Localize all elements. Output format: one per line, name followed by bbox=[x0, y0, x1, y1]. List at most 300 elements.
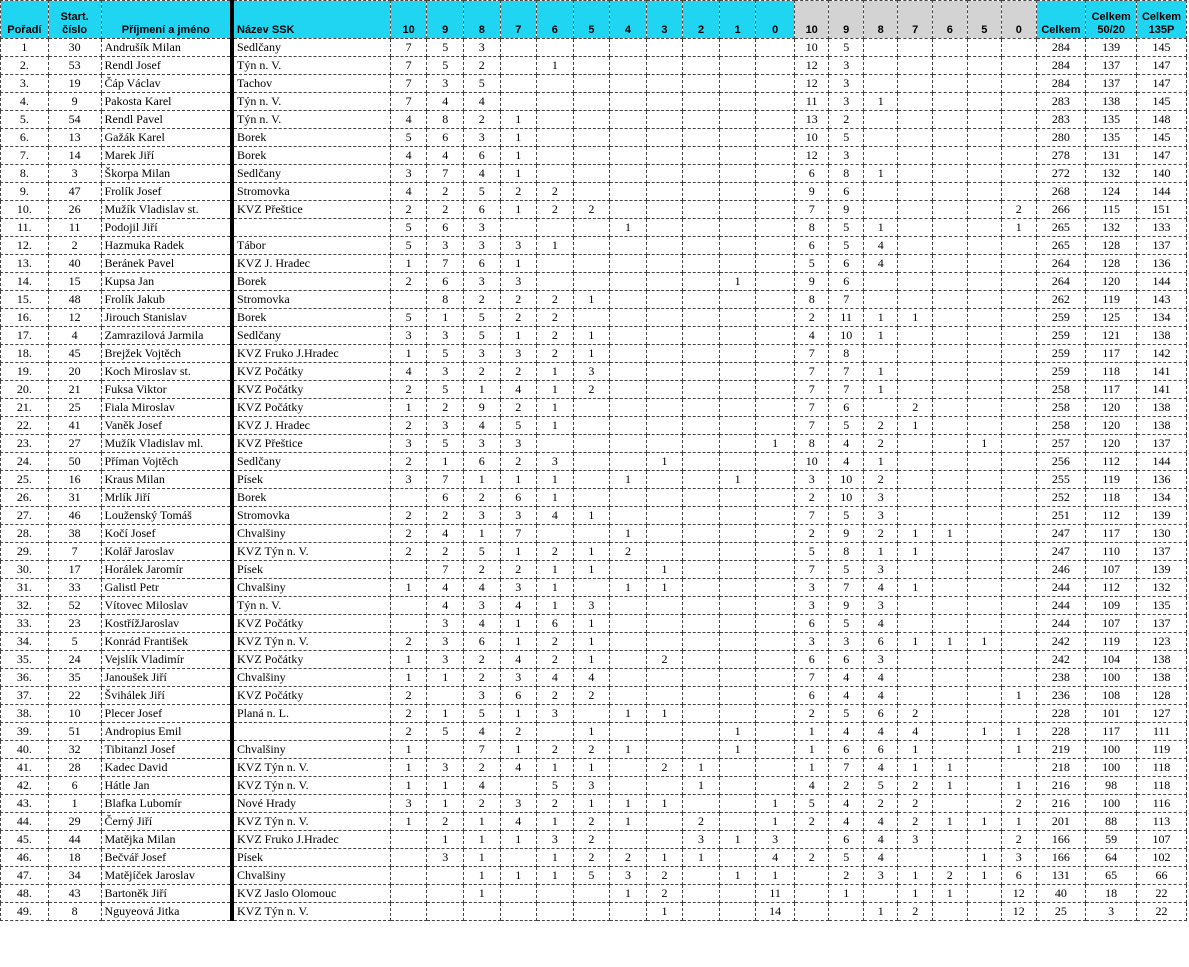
cell-s1 bbox=[719, 687, 756, 705]
cell-s8: 2 bbox=[463, 57, 500, 75]
cell-t9: 2 bbox=[829, 867, 864, 885]
cell-s9: 1 bbox=[427, 777, 464, 795]
cell-s5: 1 bbox=[573, 327, 610, 345]
cell-s1 bbox=[719, 597, 756, 615]
cell-s5: 1 bbox=[573, 345, 610, 363]
cell-t5: 1 bbox=[967, 723, 1002, 741]
cell-s8: 2 bbox=[463, 759, 500, 777]
cell-total-135p: 132 bbox=[1137, 579, 1187, 597]
cell-s3 bbox=[646, 57, 683, 75]
cell-s8: 9 bbox=[463, 399, 500, 417]
cell-total: 246 bbox=[1036, 561, 1086, 579]
cell-t9: 5 bbox=[829, 705, 864, 723]
cell-name: Kolář Jaroslav bbox=[101, 543, 232, 561]
cell-t9: 3 bbox=[829, 75, 864, 93]
cell-rank: 2. bbox=[1, 57, 49, 75]
cell-s7: 1 bbox=[500, 831, 537, 849]
table-row bbox=[1, 579, 1187, 597]
cell-s10: 3 bbox=[390, 435, 427, 453]
cell-s10: 1 bbox=[390, 579, 427, 597]
cell-total-135p: 138 bbox=[1137, 399, 1187, 417]
cell-s3: 1 bbox=[646, 795, 683, 813]
cell-rank: 1 bbox=[1, 39, 49, 57]
cell-t7: 1 bbox=[898, 885, 933, 903]
cell-t5 bbox=[967, 615, 1002, 633]
cell-t10: 6 bbox=[794, 615, 829, 633]
cell-total-5020: 108 bbox=[1086, 687, 1137, 705]
cell-s2 bbox=[683, 363, 720, 381]
cell-start-number: 53 bbox=[48, 57, 101, 75]
cell-t8: 4 bbox=[863, 615, 898, 633]
cell-s9: 3 bbox=[427, 75, 464, 93]
cell-club: KVZ Počátky bbox=[232, 381, 390, 399]
cell-s2 bbox=[683, 687, 720, 705]
cell-t6 bbox=[933, 57, 968, 75]
cell-s10 bbox=[390, 615, 427, 633]
cell-total-135p: 140 bbox=[1137, 165, 1187, 183]
cell-s4: 1 bbox=[610, 579, 647, 597]
cell-rank: 27. bbox=[1, 507, 49, 525]
cell-club: Tachov bbox=[232, 75, 390, 93]
cell-t5: 1 bbox=[967, 813, 1002, 831]
cell-s0 bbox=[756, 489, 795, 507]
cell-s10: 1 bbox=[390, 741, 427, 759]
cell-t7: 3 bbox=[898, 831, 933, 849]
cell-t6 bbox=[933, 849, 968, 867]
cell-s4 bbox=[610, 75, 647, 93]
cell-start-number: 34 bbox=[48, 867, 101, 885]
cell-s1 bbox=[719, 795, 756, 813]
cell-s10: 1 bbox=[390, 813, 427, 831]
cell-total-135p: 119 bbox=[1137, 741, 1187, 759]
cell-total-135p: 135 bbox=[1137, 597, 1187, 615]
cell-s4 bbox=[610, 777, 647, 795]
cell-t9: 9 bbox=[829, 525, 864, 543]
cell-t8: 1 bbox=[863, 903, 898, 921]
cell-t10: 7 bbox=[794, 363, 829, 381]
cell-name: Gažák Karel bbox=[101, 129, 232, 147]
cell-s5 bbox=[573, 453, 610, 471]
cell-t10: 9 bbox=[794, 273, 829, 291]
cell-t0: 1 bbox=[1002, 777, 1037, 795]
cell-s4 bbox=[610, 39, 647, 57]
table-row bbox=[1, 219, 1187, 237]
cell-total: 166 bbox=[1036, 831, 1086, 849]
cell-s1 bbox=[719, 309, 756, 327]
cell-s9 bbox=[427, 885, 464, 903]
table-row bbox=[1, 147, 1187, 165]
cell-t8 bbox=[863, 885, 898, 903]
cell-s3 bbox=[646, 687, 683, 705]
cell-name: Marek Jiří bbox=[101, 147, 232, 165]
cell-t7 bbox=[898, 489, 933, 507]
cell-t9: 10 bbox=[829, 471, 864, 489]
cell-club: Borek bbox=[232, 273, 390, 291]
cell-s1: 1 bbox=[719, 741, 756, 759]
cell-total: 284 bbox=[1036, 75, 1086, 93]
col-header-score-8: 8 bbox=[463, 1, 500, 39]
cell-total-5020: 117 bbox=[1086, 525, 1137, 543]
cell-total-135p: 107 bbox=[1137, 831, 1187, 849]
cell-s7: 1 bbox=[500, 867, 537, 885]
cell-s1 bbox=[719, 345, 756, 363]
cell-t9 bbox=[829, 903, 864, 921]
cell-s8: 1 bbox=[463, 885, 500, 903]
cell-t6 bbox=[933, 291, 968, 309]
cell-s4: 1 bbox=[610, 525, 647, 543]
cell-s0 bbox=[756, 543, 795, 561]
cell-s6 bbox=[537, 903, 574, 921]
cell-s2 bbox=[683, 255, 720, 273]
cell-t10: 7 bbox=[794, 561, 829, 579]
cell-t6 bbox=[933, 363, 968, 381]
cell-t10: 7 bbox=[794, 417, 829, 435]
cell-t8: 6 bbox=[863, 705, 898, 723]
cell-s4 bbox=[610, 651, 647, 669]
cell-s4 bbox=[610, 615, 647, 633]
cell-s10: 4 bbox=[390, 147, 427, 165]
cell-s10: 2 bbox=[390, 543, 427, 561]
cell-t7 bbox=[898, 507, 933, 525]
cell-total: 244 bbox=[1036, 579, 1086, 597]
cell-s6: 1 bbox=[537, 849, 574, 867]
cell-t9: 4 bbox=[829, 435, 864, 453]
cell-t10: 2 bbox=[794, 525, 829, 543]
cell-t5 bbox=[967, 255, 1002, 273]
cell-start-number: 18 bbox=[48, 849, 101, 867]
cell-s5: 1 bbox=[573, 633, 610, 651]
cell-t8 bbox=[863, 291, 898, 309]
cell-rank: 13. bbox=[1, 255, 49, 273]
cell-t5 bbox=[967, 399, 1002, 417]
cell-s9: 5 bbox=[427, 39, 464, 57]
cell-s3 bbox=[646, 597, 683, 615]
cell-s0 bbox=[756, 399, 795, 417]
cell-s8: 2 bbox=[463, 363, 500, 381]
cell-total-5020: 100 bbox=[1086, 759, 1137, 777]
cell-club: KVZ Fruko J.Hradec bbox=[232, 345, 390, 363]
cell-total-135p: 134 bbox=[1137, 309, 1187, 327]
cell-s9: 1 bbox=[427, 831, 464, 849]
cell-t8: 4 bbox=[863, 813, 898, 831]
cell-t5 bbox=[967, 75, 1002, 93]
col-header-celkem-5020 bbox=[1086, 1, 1137, 39]
cell-s6 bbox=[537, 435, 574, 453]
cell-t7: 2 bbox=[898, 705, 933, 723]
col-header-score-10: 10 bbox=[390, 1, 427, 39]
cell-s5: 2 bbox=[573, 381, 610, 399]
cell-s4 bbox=[610, 489, 647, 507]
cell-s2 bbox=[683, 309, 720, 327]
cell-s9: 4 bbox=[427, 597, 464, 615]
cell-s0 bbox=[756, 723, 795, 741]
cell-t7 bbox=[898, 255, 933, 273]
cell-total-135p: 116 bbox=[1137, 795, 1187, 813]
cell-club: Nové Hrady bbox=[232, 795, 390, 813]
cell-t10: 3 bbox=[794, 633, 829, 651]
col-header-celkem-135p-line1: Celkem bbox=[1141, 11, 1182, 23]
cell-s9: 4 bbox=[427, 147, 464, 165]
cell-t10: 12 bbox=[794, 147, 829, 165]
cell-s9: 3 bbox=[427, 363, 464, 381]
cell-start-number: 15 bbox=[48, 273, 101, 291]
cell-total-5020: 120 bbox=[1086, 399, 1137, 417]
cell-start-number: 38 bbox=[48, 525, 101, 543]
cell-t6 bbox=[933, 507, 968, 525]
cell-s10: 2 bbox=[390, 381, 427, 399]
cell-start-number: 51 bbox=[48, 723, 101, 741]
cell-total-5020: 59 bbox=[1086, 831, 1137, 849]
cell-total: 201 bbox=[1036, 813, 1086, 831]
cell-s6: 1 bbox=[537, 813, 574, 831]
cell-name: Kadec David bbox=[101, 759, 232, 777]
cell-t7 bbox=[898, 651, 933, 669]
cell-s0 bbox=[756, 633, 795, 651]
cell-t7 bbox=[898, 57, 933, 75]
cell-s4: 1 bbox=[610, 219, 647, 237]
cell-club: KVZ Jaslo Olomouc bbox=[232, 885, 390, 903]
cell-t5 bbox=[967, 39, 1002, 57]
cell-s6: 1 bbox=[537, 471, 574, 489]
cell-t5 bbox=[967, 669, 1002, 687]
cell-club: Borek bbox=[232, 129, 390, 147]
cell-name: Rendl Josef bbox=[101, 57, 232, 75]
cell-s6: 2 bbox=[537, 741, 574, 759]
table-row bbox=[1, 111, 1187, 129]
cell-s1: 1 bbox=[719, 867, 756, 885]
cell-s8: 1 bbox=[463, 813, 500, 831]
cell-s0: 4 bbox=[756, 849, 795, 867]
cell-total-5020: 117 bbox=[1086, 345, 1137, 363]
cell-s8: 6 bbox=[463, 633, 500, 651]
cell-t9: 4 bbox=[829, 723, 864, 741]
cell-t5 bbox=[967, 165, 1002, 183]
cell-s10: 2 bbox=[390, 417, 427, 435]
cell-total-5020: 120 bbox=[1086, 435, 1137, 453]
cell-rank: 38. bbox=[1, 705, 49, 723]
cell-rank: 21. bbox=[1, 399, 49, 417]
cell-total: 265 bbox=[1036, 237, 1086, 255]
cell-s10: 2 bbox=[390, 453, 427, 471]
cell-club: Stromovka bbox=[232, 183, 390, 201]
cell-t6 bbox=[933, 75, 968, 93]
cell-t6 bbox=[933, 165, 968, 183]
cell-s3 bbox=[646, 309, 683, 327]
cell-total: 264 bbox=[1036, 273, 1086, 291]
cell-s2 bbox=[683, 129, 720, 147]
cell-start-number: 30 bbox=[48, 39, 101, 57]
cell-name: Andrušík Milan bbox=[101, 39, 232, 57]
cell-s5: 2 bbox=[573, 813, 610, 831]
cell-s9: 1 bbox=[427, 669, 464, 687]
cell-total-5020: 139 bbox=[1086, 39, 1137, 57]
cell-t6 bbox=[933, 417, 968, 435]
cell-s7: 2 bbox=[500, 291, 537, 309]
table-row bbox=[1, 561, 1187, 579]
cell-t8: 2 bbox=[863, 471, 898, 489]
cell-s7: 1 bbox=[500, 705, 537, 723]
cell-name: Blafka Lubomír bbox=[101, 795, 232, 813]
cell-s2 bbox=[683, 327, 720, 345]
cell-start-number: 45 bbox=[48, 345, 101, 363]
cell-total-5020: 121 bbox=[1086, 327, 1137, 345]
cell-t5 bbox=[967, 507, 1002, 525]
cell-t0: 12 bbox=[1002, 885, 1037, 903]
cell-s1: 1 bbox=[719, 831, 756, 849]
cell-s3 bbox=[646, 741, 683, 759]
cell-s8: 6 bbox=[463, 255, 500, 273]
cell-s10: 2 bbox=[390, 201, 427, 219]
cell-s5: 3 bbox=[573, 777, 610, 795]
cell-start-number: 2 bbox=[48, 237, 101, 255]
cell-s5 bbox=[573, 489, 610, 507]
cell-rank: 19. bbox=[1, 363, 49, 381]
cell-rank: 30. bbox=[1, 561, 49, 579]
cell-s4 bbox=[610, 111, 647, 129]
cell-s1 bbox=[719, 903, 756, 921]
cell-s10: 3 bbox=[390, 165, 427, 183]
col-header-celkem-5020-line2: 50/20 bbox=[1097, 24, 1125, 36]
cell-start-number: 14 bbox=[48, 147, 101, 165]
cell-total-135p: 136 bbox=[1137, 471, 1187, 489]
cell-total-135p: 137 bbox=[1137, 237, 1187, 255]
cell-t8 bbox=[863, 399, 898, 417]
cell-t5 bbox=[967, 345, 1002, 363]
cell-s4 bbox=[610, 759, 647, 777]
cell-t10: 5 bbox=[794, 255, 829, 273]
table-row bbox=[1, 417, 1187, 435]
cell-total-5020: 112 bbox=[1086, 579, 1137, 597]
cell-t0 bbox=[1002, 615, 1037, 633]
cell-t8: 2 bbox=[863, 525, 898, 543]
col-header-score-3: 3 bbox=[646, 1, 683, 39]
cell-t0 bbox=[1002, 183, 1037, 201]
cell-t5 bbox=[967, 777, 1002, 795]
cell-s7: 1 bbox=[500, 471, 537, 489]
cell-t8: 6 bbox=[863, 741, 898, 759]
cell-s9: 7 bbox=[427, 471, 464, 489]
cell-club: KVZ Přeštice bbox=[232, 201, 390, 219]
cell-t5 bbox=[967, 579, 1002, 597]
col-header-score-0: 0 bbox=[756, 1, 795, 39]
cell-s3 bbox=[646, 291, 683, 309]
cell-s10: 2 bbox=[390, 687, 427, 705]
cell-t10: 8 bbox=[794, 291, 829, 309]
cell-t0 bbox=[1002, 345, 1037, 363]
cell-s7 bbox=[500, 885, 537, 903]
cell-name: Fuksa Viktor bbox=[101, 381, 232, 399]
cell-t9: 3 bbox=[829, 147, 864, 165]
cell-t6 bbox=[933, 201, 968, 219]
cell-rank: 15. bbox=[1, 291, 49, 309]
cell-t9: 2 bbox=[829, 777, 864, 795]
cell-s5: 1 bbox=[573, 543, 610, 561]
cell-total: 252 bbox=[1036, 489, 1086, 507]
cell-total-135p: 138 bbox=[1137, 327, 1187, 345]
cell-start-number: 48 bbox=[48, 291, 101, 309]
cell-s9: 5 bbox=[427, 57, 464, 75]
cell-s7: 3 bbox=[500, 579, 537, 597]
cell-total-135p: 137 bbox=[1137, 543, 1187, 561]
cell-s1 bbox=[719, 255, 756, 273]
cell-s7: 3 bbox=[500, 435, 537, 453]
cell-t6 bbox=[933, 705, 968, 723]
cell-s8: 1 bbox=[463, 381, 500, 399]
cell-t7: 1 bbox=[898, 633, 933, 651]
cell-t0 bbox=[1002, 327, 1037, 345]
cell-start-number: 21 bbox=[48, 381, 101, 399]
cell-t0 bbox=[1002, 309, 1037, 327]
cell-s9: 5 bbox=[427, 381, 464, 399]
cell-s2: 2 bbox=[683, 813, 720, 831]
cell-s4 bbox=[610, 291, 647, 309]
cell-t5 bbox=[967, 795, 1002, 813]
cell-s9: 3 bbox=[427, 759, 464, 777]
cell-s3: 2 bbox=[646, 867, 683, 885]
cell-rank: 9. bbox=[1, 183, 49, 201]
cell-t7 bbox=[898, 183, 933, 201]
cell-t0: 1 bbox=[1002, 687, 1037, 705]
cell-s0 bbox=[756, 273, 795, 291]
cell-s7: 2 bbox=[500, 561, 537, 579]
cell-s5: 1 bbox=[573, 507, 610, 525]
cell-s0 bbox=[756, 759, 795, 777]
cell-s10: 1 bbox=[390, 399, 427, 417]
cell-club: Sedlčany bbox=[232, 327, 390, 345]
table-row bbox=[1, 525, 1187, 543]
cell-s7: 4 bbox=[500, 597, 537, 615]
cell-s5: 1 bbox=[573, 723, 610, 741]
cell-t7 bbox=[898, 435, 933, 453]
cell-total: 278 bbox=[1036, 147, 1086, 165]
cell-t8: 3 bbox=[863, 507, 898, 525]
cell-rank: 40. bbox=[1, 741, 49, 759]
cell-total-135p: 147 bbox=[1137, 75, 1187, 93]
cell-s3 bbox=[646, 237, 683, 255]
cell-s0 bbox=[756, 201, 795, 219]
cell-t9: 6 bbox=[829, 831, 864, 849]
cell-t6 bbox=[933, 669, 968, 687]
cell-total-5020: 107 bbox=[1086, 561, 1137, 579]
cell-s6: 1 bbox=[537, 417, 574, 435]
table-row bbox=[1, 471, 1187, 489]
cell-t6 bbox=[933, 111, 968, 129]
cell-s4 bbox=[610, 903, 647, 921]
cell-s0: 11 bbox=[756, 885, 795, 903]
col-header-celkem-5020-line1: Celkem bbox=[1091, 11, 1131, 23]
cell-s0: 1 bbox=[756, 795, 795, 813]
cell-name: Vaněk Josef bbox=[101, 417, 232, 435]
cell-total-135p: 22 bbox=[1137, 885, 1187, 903]
cell-t9: 4 bbox=[829, 453, 864, 471]
cell-t7 bbox=[898, 39, 933, 57]
cell-name: Frolík Josef bbox=[101, 183, 232, 201]
cell-s8: 5 bbox=[463, 183, 500, 201]
cell-s8: 3 bbox=[463, 597, 500, 615]
cell-club: KVZ Fruko J.Hradec bbox=[232, 831, 390, 849]
cell-s6: 2 bbox=[537, 327, 574, 345]
cell-s3 bbox=[646, 525, 683, 543]
cell-t0: 12 bbox=[1002, 903, 1037, 921]
cell-start-number: 25 bbox=[48, 399, 101, 417]
cell-rank: 17. bbox=[1, 327, 49, 345]
cell-total: 284 bbox=[1036, 57, 1086, 75]
cell-s4 bbox=[610, 147, 647, 165]
cell-t10: 12 bbox=[794, 57, 829, 75]
cell-total-135p: 134 bbox=[1137, 489, 1187, 507]
cell-s4 bbox=[610, 201, 647, 219]
cell-s10: 4 bbox=[390, 183, 427, 201]
